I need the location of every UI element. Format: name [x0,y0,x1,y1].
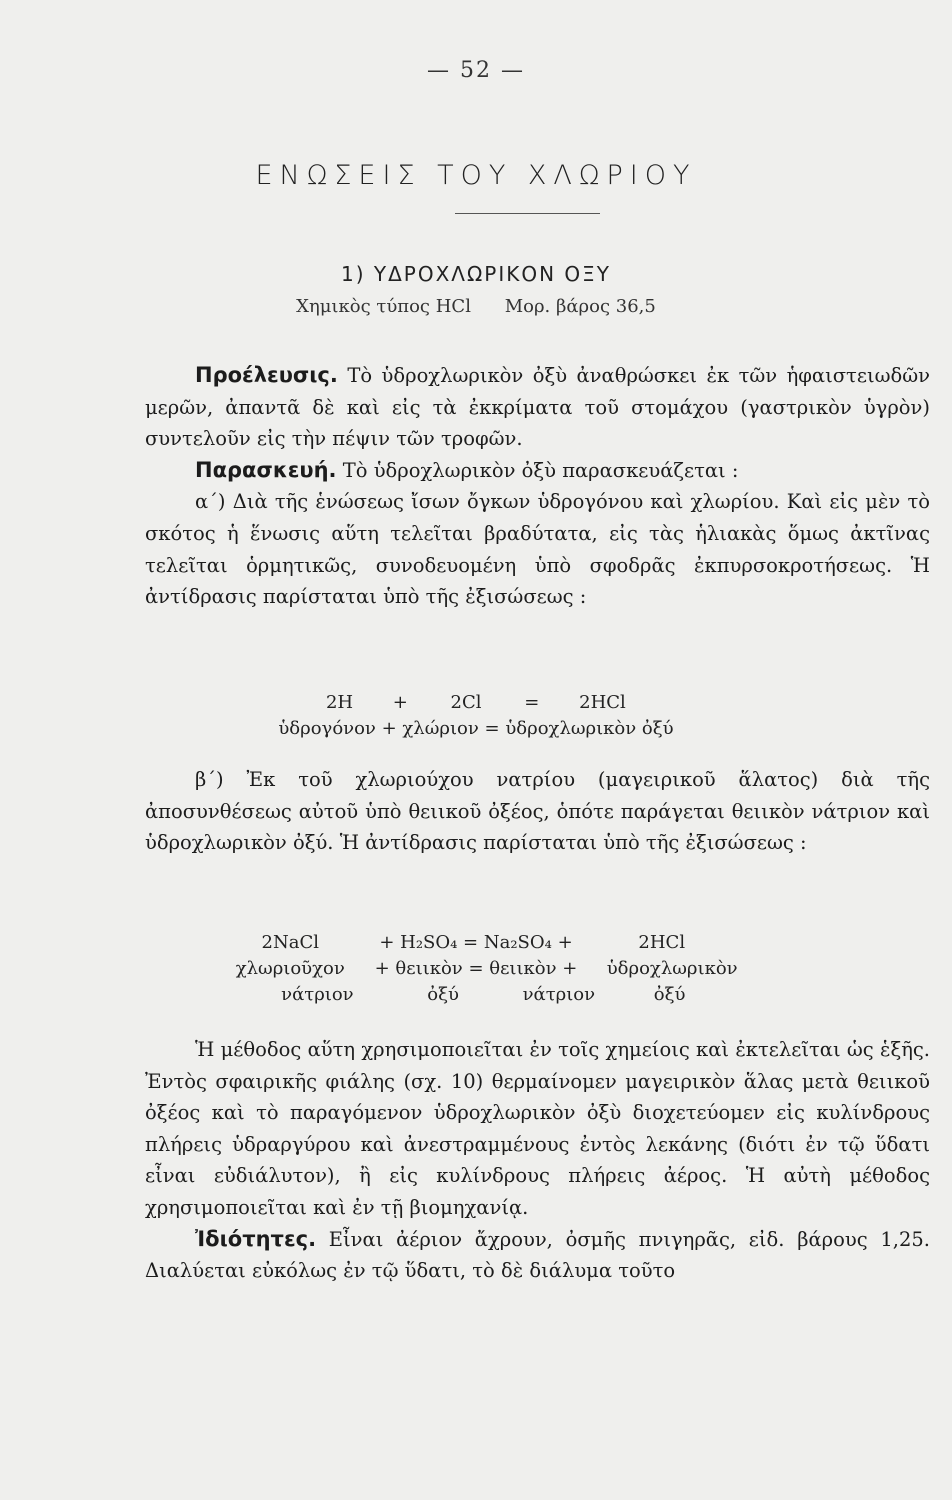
eq1-term-1: 2H [325,692,354,713]
eq2-product: 2HCl [638,932,686,953]
heading-origin: Προέλευσις. [195,363,338,387]
chapter-title: ΕΝΩΣΕΙΣ ΤΟΥ ΧΛΩΡΙΟΥ [255,160,697,191]
text-preparation: Τὸ ὑδροχλωρικὸν ὀξὺ παρασκευάζεται : [342,458,739,482]
formula-line [0,296,952,317]
eq1-product: 2HCl [579,692,626,713]
eq1-equals: = [524,692,540,713]
eq2-reactant: 2NaCl [261,932,319,953]
section-title: 1) ΥΔΡΟΧΛΩΡΙΚΟΝ ΟΞΥ [341,262,611,286]
eq2-sub-3: νάτριον [522,984,596,1005]
paragraph-properties [145,1224,930,1287]
body-block-1 [145,360,930,613]
text-origin: Τὸ ὑδροχλωρικὸν ὀξὺ ἀναθρώσκει ἐκ τῶν ἡφαιστειωδῶν μερῶν, ἀπαντᾶ δὲ καὶ εἰς τὰ ἐκκρίματα τοῦ στομάχου (γαστρικὸν ὑγρὸν) συντελοῦν εἰς τὴν πέψιν τῶν τροφῶν. [145,364,930,451]
eq2-sub-2: ὀξύ [427,984,459,1005]
chemical-formula: Χημικὸς τύπος HCl [296,296,471,317]
eq1-plus: + [392,692,408,713]
body-block-2 [145,764,930,859]
eq2-sub-1: νάτριον [281,984,354,1005]
eq2-word-middle: + θειικὸν = θειικὸν + [374,958,578,979]
equation-2 [0,932,952,1010]
molecular-weight: Μορ. βάρος 36,5 [504,296,656,317]
paragraph-lab-method: Ἡ μέθοδος αὕτη χρησιμοποιεῖται ἐν τοῖς χημείοις καὶ ἐκτελεῖται ὡς ἑξῆς. Ἐντὸς σφαιρικῆς φιάλης (σχ. 10) θερμαίνομεν μαγειρικὸν ἅλας μετὰ θειικοῦ ὀξέος καὶ τὸ παραγόμενον ὑδροχλωρικὸν ὀξὺ διοχετεύομεν εἰς κυλίνδρους πλήρεις ὑδραργύρου καὶ ἀνεστραμμένους ἐντὸς λεκάνης (διότι ἐν τῷ ὕδατι εἶναι εὐδιάλυτον), ἢ εἰς κυλίνδρους πλήρεις ἀέρος. Ἡ αὐτὴ μέθοδος χρησιμοποιεῖται καὶ ἐν τῇ βιομηχανίᾳ. [145,1038,930,1219]
paragraph-origin [145,360,930,455]
heading-properties: Ἰδιότητες. [195,1226,317,1251]
eq2-word-3: ὑδροχλωρικὸν [606,958,738,979]
body-block-3 [145,1034,930,1287]
eq1-term-2: 2Cl [450,692,482,713]
equation-2-formula [0,932,952,958]
paragraph-method-b: β΄) Ἐκ τοῦ χλωριούχου νατρίου (μαγειρικοῦ ἅλατος) διὰ τῆς ἀποσυνθέσεως αὐτοῦ ὑπὸ θειικοῦ ὀξέος, ὁπότε παράγεται θειικὸν νάτριον καὶ ὑδροχλωρικὸν ὀξύ. Ἡ ἀντίδρασις παρίσταται ὑπὸ τῆς ἐξισώσεως : [145,768,930,855]
equation-2-subwords [0,984,952,1010]
eq2-word-1: χλωριοῦχον [235,958,345,979]
paragraph-preparation [145,455,930,487]
equation-1-words: ὑδρογόνον + χλώριον = ὑδροχλωρικὸν ὀξύ [278,718,674,739]
page-number: — 52 — [427,58,525,83]
equation-1 [0,692,952,744]
eq2-middle: + H₂SO₄ = Na₂SO₄ + [379,932,573,953]
title-divider [455,213,600,214]
equation-1-formula [0,692,952,718]
heading-preparation: Παρασκευή. [195,457,337,482]
equation-2-words [0,958,952,984]
text-properties: Εἶναι ἀέριον ἄχρουν, ὀσμῆς πνιγηρᾶς, εἰδ. βάρους 1,25. Διαλύεται εὐκόλως ἐν τῷ ὕδατι, τὸ δὲ διάλυμα τοῦτο [145,1227,930,1283]
eq2-sub-4: ὀξύ [653,984,686,1005]
paragraph-method-a: α΄) Διὰ τῆς ἑνώσεως ἴσων ὄγκων ὑδρογόνου καὶ χλωρίου. Καὶ εἰς μὲν τὸ σκότος ἡ ἕνωσις αὕτη τελεῖται βραδύτατα, εἰς τὰς ἡλιακὰς ὅμως ἀκτῖνας τελεῖται ὁρμητικῶς, συνοδευομένη ὑπὸ σφοδρᾶς ἐκπυρσοκροτήσεως. Ἡ ἀντίδρασις παρίσταται ὑπὸ τῆς ἐξισώσεως : [145,490,930,609]
